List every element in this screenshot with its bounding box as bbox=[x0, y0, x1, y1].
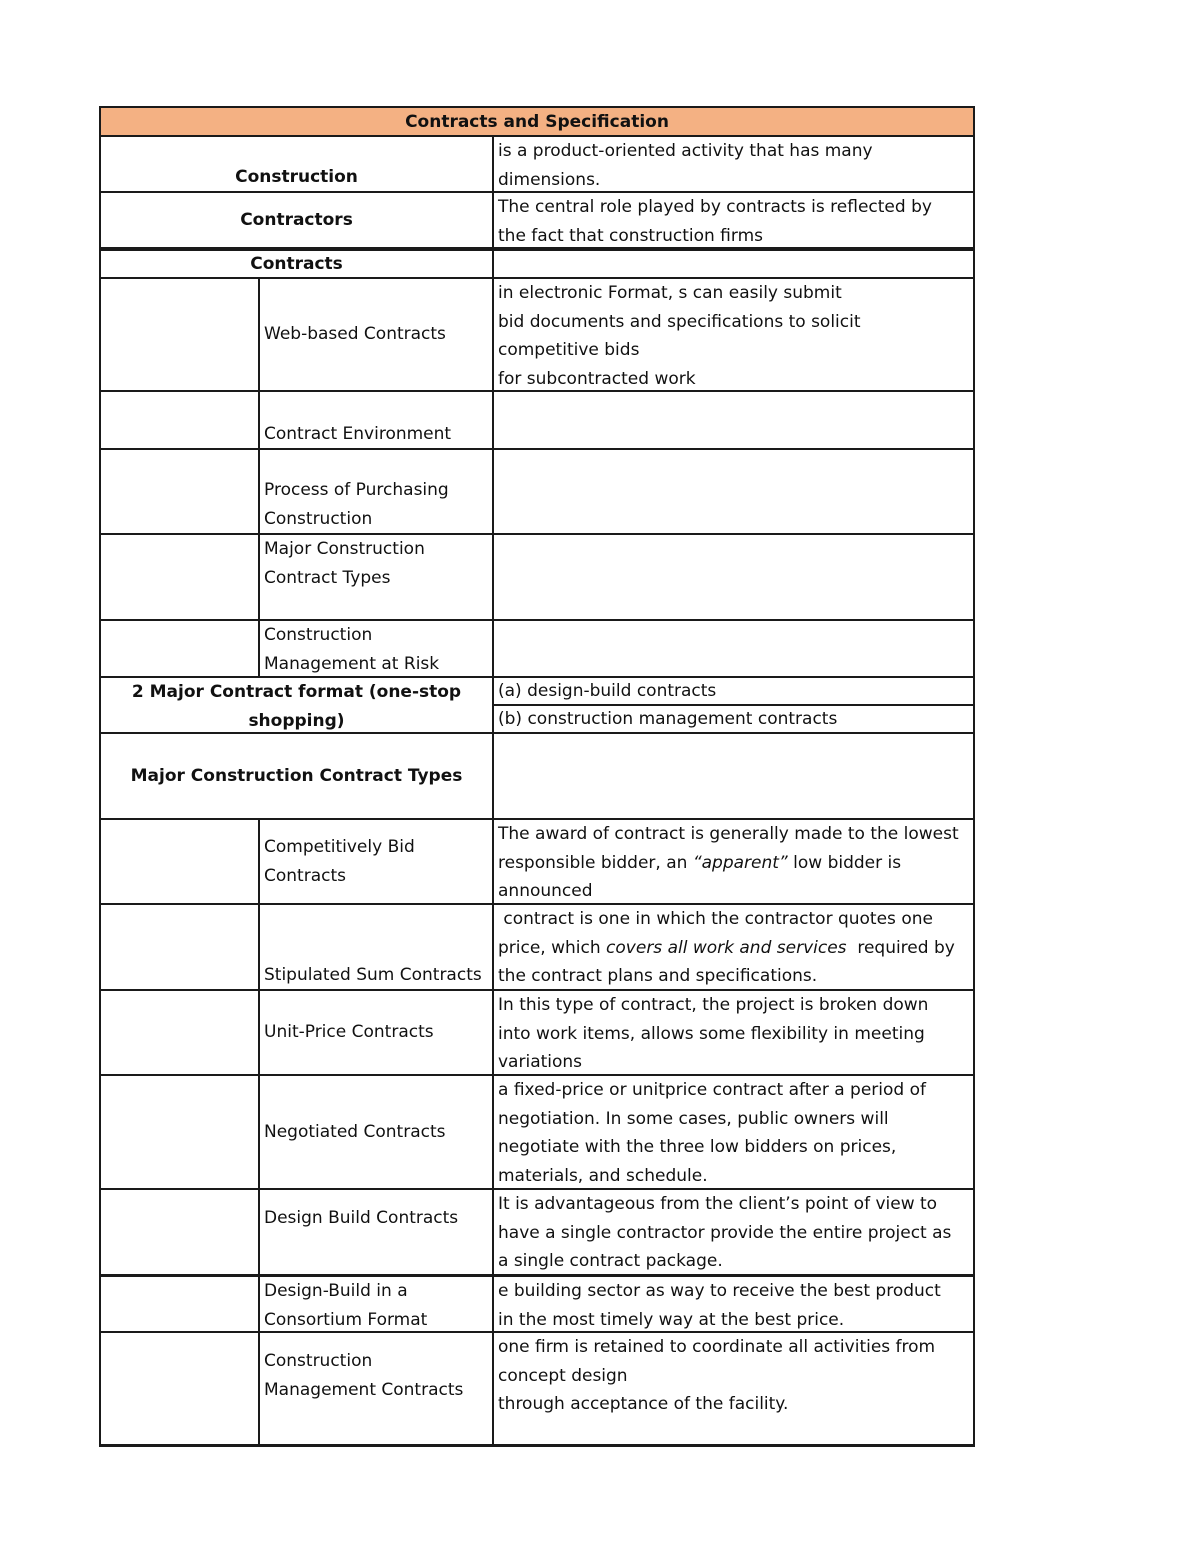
indent-cell bbox=[99, 903, 260, 991]
label-text: 2 Major Contract format (one-stop bbox=[131, 682, 462, 702]
row-label-construction bbox=[99, 135, 494, 193]
desc-line: In this type of contract, the project is broken down bbox=[498, 995, 929, 1015]
label-text: Construction bbox=[264, 508, 373, 529]
desc-line: in the most timely way at the best price. bbox=[498, 1309, 845, 1330]
desc-line: have a single contractor provide the entire project as bbox=[498, 1222, 952, 1243]
row-label-contractors bbox=[99, 191, 494, 249]
row-label-purchasing bbox=[258, 448, 494, 535]
label-text: Management at Risk bbox=[264, 653, 440, 674]
desc-line: a single contract package. bbox=[498, 1251, 723, 1271]
label-text: Consortium Format bbox=[264, 1309, 428, 1330]
row-desc-design-build bbox=[492, 1188, 975, 1276]
desc-line: It is advantageous from the client’s point of view to bbox=[498, 1194, 938, 1214]
label-text: Contract Environment bbox=[264, 423, 452, 444]
desc-line bbox=[498, 934, 969, 963]
label-text: Web-based Contracts bbox=[264, 324, 446, 345]
indent-cell bbox=[99, 1074, 260, 1190]
row-label-major-types-sub bbox=[258, 533, 494, 621]
row-desc-two-major-a bbox=[492, 676, 975, 706]
indent-cell bbox=[99, 277, 260, 392]
label-text: Design Build Contracts bbox=[264, 1208, 459, 1228]
label-text: Contractors bbox=[240, 209, 353, 230]
desc-line: The award of contract is generally made to the lowest bbox=[498, 824, 959, 844]
desc-line: contract is one in which the contractor quotes one bbox=[498, 909, 933, 929]
row-label-design-build bbox=[258, 1188, 494, 1276]
row-desc-unit-price bbox=[492, 989, 975, 1076]
row-desc-cm-at-risk bbox=[492, 619, 975, 678]
row-desc-competitive bbox=[492, 818, 975, 905]
desc-fragment: responsible bidder, an bbox=[498, 852, 693, 873]
label-text: Major Construction bbox=[264, 539, 425, 559]
desc-fragment-italic: “apparent” bbox=[692, 852, 788, 873]
label-text: Management Contracts bbox=[264, 1379, 464, 1400]
desc-line: variations bbox=[498, 1052, 583, 1072]
label-text: Contracts bbox=[264, 865, 346, 886]
indent-cell bbox=[99, 989, 260, 1076]
indent-cell bbox=[99, 1274, 260, 1333]
desc-line: dimensions. bbox=[498, 169, 601, 190]
desc-line: in electronic Format, s can easily submit bbox=[498, 283, 842, 303]
label-text: shopping) bbox=[248, 710, 345, 731]
row-desc-major-types-sub bbox=[492, 533, 975, 621]
row-desc-cm-contracts bbox=[492, 1331, 975, 1447]
row-desc-construction bbox=[492, 135, 975, 193]
row-label-competitive bbox=[258, 818, 494, 905]
label-text: Negotiated Contracts bbox=[264, 1121, 446, 1142]
desc-line: negotiate with the three low bidders on prices, bbox=[498, 1137, 897, 1157]
desc-line: competitive bids bbox=[498, 340, 640, 360]
desc-line: one firm is retained to coordinate all activities from bbox=[498, 1337, 936, 1357]
row-label-major-types bbox=[99, 732, 494, 820]
table-title: Contracts and Specification bbox=[99, 106, 975, 137]
label-text: Construction bbox=[264, 1351, 373, 1371]
desc-line: (a) design-build contracts bbox=[498, 680, 717, 701]
row-label-two-major bbox=[99, 676, 494, 734]
desc-line: the fact that construction firms bbox=[498, 225, 763, 246]
row-label-cm-contracts bbox=[258, 1331, 494, 1447]
desc-fragment: low bidder is bbox=[787, 852, 902, 873]
row-desc-negotiated bbox=[492, 1074, 975, 1190]
row-label-environment bbox=[258, 390, 494, 450]
label-text: Unit-Price Contracts bbox=[264, 1022, 434, 1043]
row-label-cm-at-risk bbox=[258, 619, 494, 678]
desc-line: The central role played by contracts is reflected by bbox=[498, 197, 932, 217]
desc-line bbox=[498, 849, 969, 878]
row-desc-web-based bbox=[492, 277, 975, 392]
row-desc-purchasing bbox=[492, 448, 975, 535]
indent-cell bbox=[99, 818, 260, 905]
desc-line: bid documents and specifications to solicit bbox=[498, 311, 861, 332]
label-text: Contracts bbox=[250, 253, 343, 274]
desc-line: into work items, allows some flexibility in meeting bbox=[498, 1023, 925, 1044]
label-text: Construction bbox=[235, 166, 358, 187]
desc-line: e building sector as way to receive the best product bbox=[498, 1281, 941, 1301]
row-desc-major-types bbox=[492, 732, 975, 820]
desc-line: is a product-oriented activity that has many bbox=[498, 141, 873, 161]
row-desc-contracts bbox=[492, 248, 975, 279]
label-text: Process of Purchasing bbox=[264, 480, 449, 500]
desc-line: for subcontracted work bbox=[498, 368, 696, 389]
desc-line: announced bbox=[498, 881, 593, 901]
row-desc-contractors bbox=[492, 191, 975, 249]
desc-line: a fixed-price or unitprice contract after a period of bbox=[498, 1080, 927, 1100]
indent-cell bbox=[99, 619, 260, 678]
desc-line: concept design bbox=[498, 1365, 628, 1386]
row-desc-consortium bbox=[492, 1274, 975, 1333]
indent-cell bbox=[99, 448, 260, 535]
row-label-stipulated bbox=[258, 903, 494, 991]
indent-cell bbox=[99, 1331, 260, 1447]
label-text: Major Construction Contract Types bbox=[130, 765, 463, 786]
row-label-unit-price bbox=[258, 989, 494, 1076]
indent-cell bbox=[99, 533, 260, 621]
desc-line: the contract plans and specifications. bbox=[498, 966, 818, 986]
row-label-web-based bbox=[258, 277, 494, 392]
indent-cell bbox=[99, 390, 260, 450]
row-label-consortium bbox=[258, 1274, 494, 1333]
label-text: Construction bbox=[264, 625, 373, 645]
desc-fragment: price, which bbox=[498, 937, 607, 958]
row-desc-stipulated bbox=[492, 903, 975, 991]
label-text: Stipulated Sum Contracts bbox=[264, 964, 482, 985]
row-desc-environment bbox=[492, 390, 975, 450]
label-text: Contract Types bbox=[264, 567, 391, 588]
desc-line: negotiation. In some cases, public owners will bbox=[498, 1108, 889, 1129]
label-text: Design-Build in a bbox=[264, 1281, 408, 1301]
indent-cell bbox=[99, 1188, 260, 1276]
desc-line: through acceptance of the facility. bbox=[498, 1394, 789, 1414]
row-label-contracts bbox=[99, 248, 494, 279]
row-desc-two-major-b bbox=[492, 704, 975, 734]
desc-fragment: required by bbox=[846, 937, 955, 958]
label-text: Competitively Bid bbox=[264, 837, 415, 857]
row-label-negotiated bbox=[258, 1074, 494, 1190]
desc-line: (b) construction management contracts bbox=[498, 708, 838, 729]
desc-line: materials, and schedule. bbox=[498, 1165, 708, 1186]
desc-fragment-italic: covers all work and services bbox=[606, 937, 847, 958]
